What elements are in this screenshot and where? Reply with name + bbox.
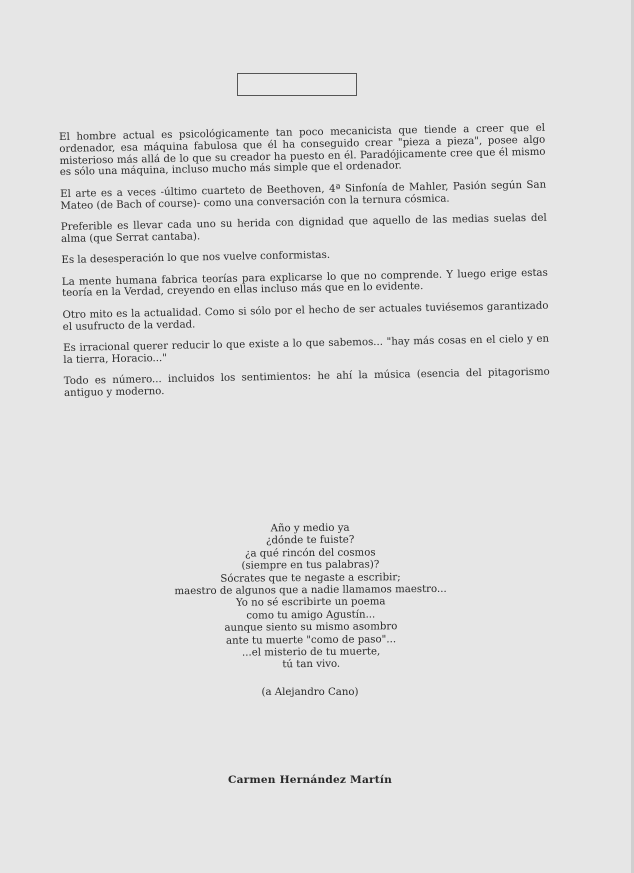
paragraph: Es irracional querer reducir lo que existe a lo que sabemos... "hay más cosas en el cielo y en la tierra, Horacio..." xyxy=(63,333,550,366)
poem-line: ¿dónde te fuiste? xyxy=(265,535,355,547)
paragraph: La mente humana fabrica teorías para explicarse lo que no comprende. Y luego erige estas teoría en la Verdad, creyendo en ellas incluso más que en lo evidente. xyxy=(61,267,548,300)
paragraph: Es la desesperación lo que nos vuelve conformistas. xyxy=(61,249,331,267)
paragraph: El arte es a veces -último cuarteto de Beethoven, 4ª Sinfonía de Mahler, Pasión según San Mateo (de Bach of course)- como una conversación con la ternura cósmica. xyxy=(60,179,547,212)
title-box xyxy=(237,73,357,96)
poem xyxy=(150,522,471,674)
poem-line: aunque siento su mismo asombro xyxy=(224,621,398,635)
poem-line: ¿a qué rincón del cosmos xyxy=(244,547,376,560)
dedication: (a Alejandro Cano) xyxy=(261,687,359,698)
paragraph: Otro mito es la actualidad. Como si sólo por el hecho de ser actuales tuviésemos garantizado el usufructo de la verdad. xyxy=(62,300,549,333)
poem-line: (siempre en tus palabras)? xyxy=(241,559,380,572)
prose-section xyxy=(59,123,550,410)
poem-line: como tu amigo Agustín... xyxy=(246,609,376,622)
paragraph: El hombre actual es psicológicamente tan poco mecanicista que tiende a creer que el ordenador, esa máquina fabulosa que él ha conseguido crear "pieza a pieza", posee algo misterioso más allá de lo que su creador ha puesto en él. Paradójicamente cree que él mismo es sólo una máquina, incluso mucho más simple que el ordenador. xyxy=(59,122,546,179)
poem-line: tú tan vivo. xyxy=(282,659,341,671)
poem-line: Yo no sé escribirte un poema xyxy=(235,596,386,610)
poem-line: ...el misterio de tu muerte, xyxy=(241,646,381,659)
poem-line: ante tu muerte "como de paso"... xyxy=(225,633,397,647)
poem-line: Año y medio ya xyxy=(270,522,350,535)
paragraph: Todo es número... incluidos los sentimientos: he ahí la música (esencia del pitagorismo antiguo y moderno. xyxy=(63,366,550,399)
poem-line: maestro de algunos que a nadie llamamos maestro... xyxy=(174,583,447,598)
paragraph: Preferible es llevar cada uno su herida con dignidad que aquello de las medias suelas del alma (que Serrat cantaba). xyxy=(60,212,547,245)
poem-line: Sócrates que te negaste a escribir; xyxy=(220,571,401,585)
author-signature: Carmen Hernández Martín xyxy=(227,774,393,786)
